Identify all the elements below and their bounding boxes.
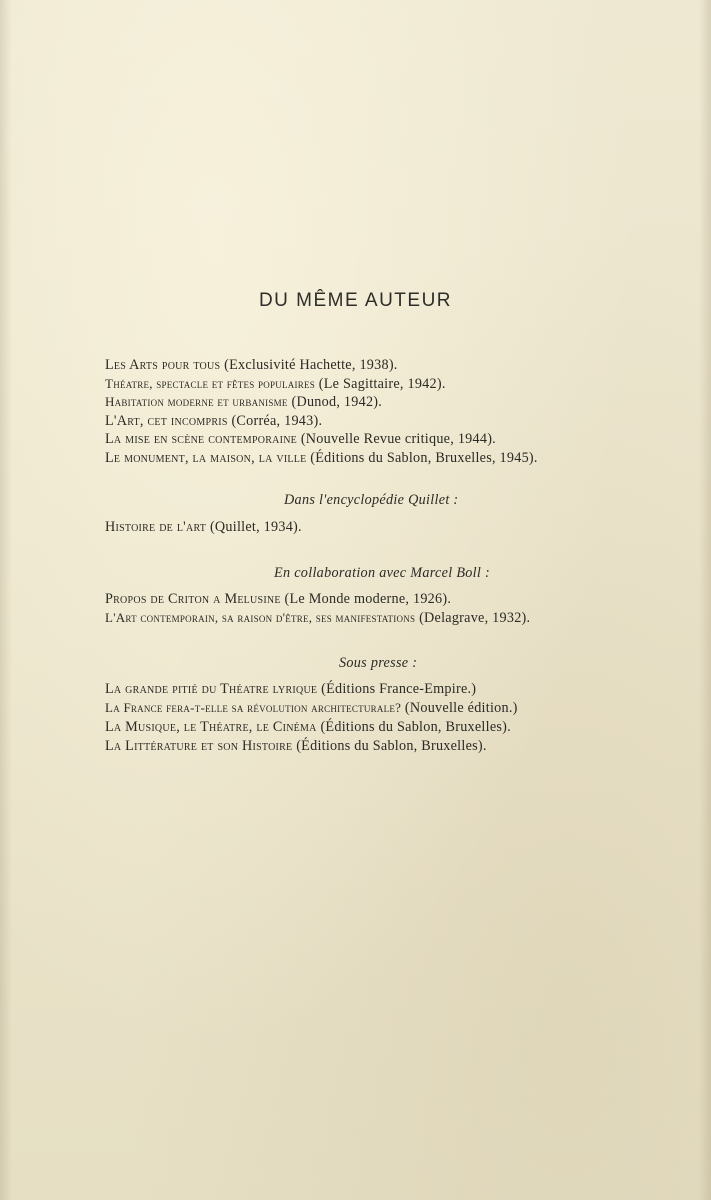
list-item xyxy=(105,430,496,448)
work-publisher: (Le Sagittaire, 1942). xyxy=(314,375,446,392)
work-publisher: (Quillet, 1934). xyxy=(206,519,302,535)
work-title: L'Art contemporain, sa raison d'être, ses manifestations xyxy=(105,610,416,625)
work-title: Les Arts pour tous xyxy=(105,357,221,373)
work-title: Histoire de l'art xyxy=(105,519,207,535)
subheading-collaboration: En collaboration avec Marcel Boll : xyxy=(274,565,491,581)
work-publisher: (Éditions du Sablon, Bruxelles). xyxy=(292,738,487,754)
list-item xyxy=(105,412,322,430)
work-publisher: (Le Monde moderne, 1926). xyxy=(280,591,452,607)
list-item xyxy=(105,518,302,536)
list-item xyxy=(105,590,451,608)
subheading-encyclopedia: Dans l'encyclopédie Quillet : xyxy=(284,492,459,508)
work-title: La Littérature et son Histoire xyxy=(105,738,293,754)
list-item xyxy=(105,393,382,411)
work-publisher: (Exclusivité Hachette, 1938). xyxy=(220,357,398,373)
work-publisher: (Delagrave, 1932). xyxy=(415,610,531,626)
work-title: Propos de Criton a Melusine xyxy=(105,591,281,607)
work-title: Théatre, spectacle et fêtes populaires xyxy=(105,375,315,391)
work-publisher: (Nouvelle édition.) xyxy=(401,700,518,716)
page-edge-shadow-right xyxy=(699,0,711,1200)
work-publisher: (Nouvelle Revue critique, 1944). xyxy=(297,431,496,447)
work-title: La Musique, le Théatre, le Cinéma xyxy=(105,719,317,735)
list-item xyxy=(105,737,487,755)
work-publisher: (Dunod, 1942). xyxy=(287,394,383,410)
work-title: La mise en scène contemporaine xyxy=(105,431,298,447)
work-publisher: (Corréa, 1943). xyxy=(227,412,323,429)
list-item xyxy=(105,356,398,374)
work-publisher: (Éditions du Sablon, Bruxelles). xyxy=(316,719,511,735)
work-title: Le monument, la maison, la ville xyxy=(105,449,307,466)
work-publisher: (Éditions France-Empire.) xyxy=(317,681,477,697)
work-title: La grande pitié du Théatre lyrique xyxy=(105,681,318,697)
list-item xyxy=(105,718,511,736)
list-item xyxy=(105,375,446,393)
work-title: La France fera-t-elle sa révolution architecturale? xyxy=(105,700,402,715)
page-edge-shadow-left xyxy=(0,0,12,1200)
work-publisher: (Éditions du Sablon, Bruxelles, 1945). xyxy=(306,449,538,466)
list-item xyxy=(105,699,518,717)
work-title: L'Art, cet incompris xyxy=(105,412,228,429)
list-item xyxy=(105,449,538,467)
list-item xyxy=(105,680,476,698)
list-item xyxy=(105,609,530,627)
subheading-in-press: Sous presse : xyxy=(339,655,418,671)
work-title: Habitation moderne et urbanisme xyxy=(105,394,288,409)
page-heading: DU MÊME AUTEUR xyxy=(258,290,453,311)
